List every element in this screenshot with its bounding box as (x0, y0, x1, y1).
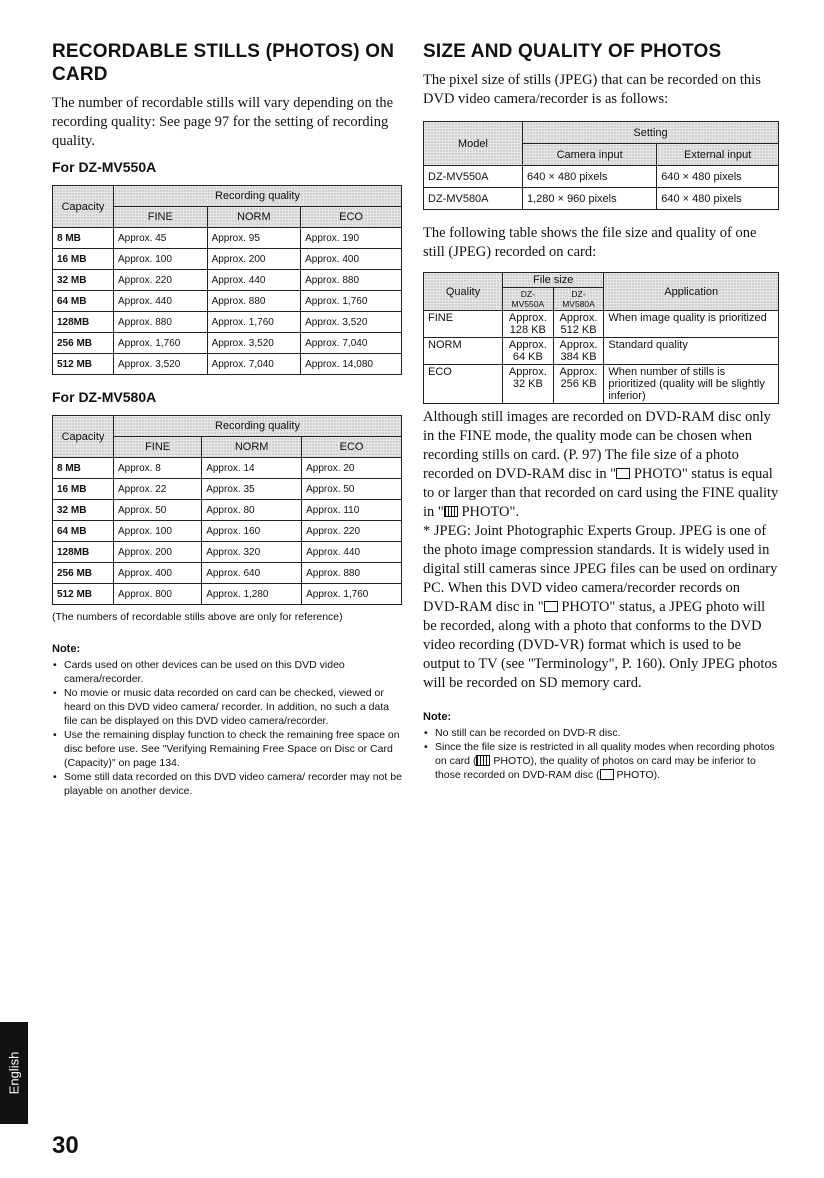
col-norm: NORM (202, 437, 302, 458)
value-cell: Approx. 320 (202, 542, 302, 563)
capacity-cell: 64 MB (53, 291, 114, 312)
size-550-cell (503, 365, 554, 404)
table-row (53, 333, 402, 354)
note-item: • Use the remaining display function to check the remaining free space on disc before use. See "Verifying Remaining Free Space on Disc or Card (Capacity)" on page 134. (62, 728, 404, 770)
ram-paragraph (423, 408, 779, 522)
value-cell: Approx. 7,040 (207, 354, 301, 375)
value-cell: Approx. 100 (114, 249, 208, 270)
capacity-cell: 32 MB (53, 500, 114, 521)
value-cell: Approx. 100 (114, 521, 202, 542)
value-cell: Approx. 1,760 (207, 312, 301, 333)
value-cell: Approx. 200 (114, 542, 202, 563)
capacity-table-580 (52, 415, 402, 605)
right-note-heading: Note: (423, 711, 452, 723)
table-row (53, 521, 402, 542)
size-quality-intro: The pixel size of stills (JPEG) that can be recorded on this DVD video camera/recorder is as follows: (423, 72, 761, 107)
size-value: 512 KB (560, 324, 597, 336)
value-cell: Approx. 440 (207, 270, 301, 291)
note-item (433, 740, 779, 782)
value-cell: Approx. 110 (302, 500, 402, 521)
ram-text: PHOTO" status is equal to or larger than that recorded on card using the FINE quality in " (423, 466, 779, 520)
note-item: • No still can be recorded on DVD-R disc. (433, 726, 779, 740)
note-text: Since the file size is restricted in all quality modes when recording photos on card ( (435, 741, 775, 767)
approx-label: Approx. (508, 312, 547, 324)
application-header: Application (604, 273, 779, 311)
table-row (53, 291, 402, 312)
setting-header: Setting (523, 122, 779, 144)
card-photo-icon (444, 506, 458, 517)
value-cell: Approx. 3,520 (114, 354, 208, 375)
capacity-cell: 8 MB (53, 228, 114, 249)
table-row (424, 188, 779, 210)
size-550-cell (503, 311, 554, 338)
size-value: 256 KB (560, 378, 597, 390)
table1-heading: For DZ-MV550A (52, 159, 157, 175)
value-cell: Approx. 800 (114, 584, 202, 605)
value-cell: Approx. 880 (114, 312, 208, 333)
left-notes-list (52, 658, 404, 798)
model-cell: DZ-MV580A (424, 188, 523, 210)
quality-cell: FINE (424, 311, 503, 338)
quality-cell: NORM (424, 338, 503, 365)
camera-cell: 640 × 480 pixels (523, 166, 657, 188)
sub-550-header: DZ-MV550A (503, 288, 554, 311)
value-cell: Approx. 22 (114, 479, 202, 500)
capacity-cell: 256 MB (53, 563, 114, 584)
jpeg-paragraph (423, 522, 779, 693)
recordable-stills-intro: The number of recordable stills will vary depending on the recording quality: See page 97 for the setting of recording quality. (52, 95, 394, 149)
recording-quality-header: Recording quality (114, 186, 402, 207)
disc-photo-icon (600, 769, 614, 780)
external-cell: 640 × 480 pixels (657, 166, 779, 188)
size-580-cell (553, 365, 604, 404)
size-value: 32 KB (512, 378, 543, 390)
capacity-table-550 (52, 185, 402, 375)
language-tab (0, 1022, 28, 1124)
value-cell: Approx. 400 (114, 563, 202, 584)
capacity-cell: 64 MB (53, 521, 114, 542)
capacity-header: Capacity (53, 186, 114, 228)
approx-label: Approx. (508, 366, 547, 378)
capacity-cell: 256 MB (53, 333, 114, 354)
table-row (53, 479, 402, 500)
card-photo-icon (476, 755, 490, 766)
note-item: • Some still data recorded on this DVD video camera/ recorder may not be playable on another device. (62, 770, 404, 798)
capacity-cell: 16 MB (53, 479, 114, 500)
quality-cell: ECO (424, 365, 503, 404)
value-cell: Approx. 20 (302, 458, 402, 479)
external-cell: 640 × 480 pixels (657, 188, 779, 210)
approx-label: Approx. (508, 339, 547, 351)
reference-footnote: (The numbers of recordable stills above are only for reference) (52, 611, 343, 623)
table-row (53, 270, 402, 291)
file-size-table (423, 272, 779, 404)
value-cell: Approx. 45 (114, 228, 208, 249)
left-note-heading: Note: (52, 642, 81, 655)
table-row (424, 365, 779, 404)
value-cell: Approx. 200 (207, 249, 301, 270)
size-value: 128 KB (509, 324, 546, 336)
disc-photo-icon (616, 468, 630, 479)
recording-quality-header: Recording quality (114, 416, 402, 437)
model-header: Model (424, 122, 523, 166)
camera-input-header: Camera input (523, 144, 657, 166)
value-cell: Approx. 3,520 (301, 312, 402, 333)
table-row (424, 338, 779, 365)
capacity-cell: 512 MB (53, 584, 114, 605)
capacity-cell: 512 MB (53, 354, 114, 375)
jpeg-text: * JPEG: Joint Photographic Experts Group. JPEG is one of the photo image compression standards. It is widely used in digital still cameras since JPEG files can be used on ordinary PC. When this DVD video camera/recorder records on DVD-RAM disc in " (423, 523, 778, 615)
camera-cell: 1,280 × 960 pixels (523, 188, 657, 210)
capacity-cell: 128MB (53, 312, 114, 333)
table-row (53, 542, 402, 563)
value-cell: Approx. 14 (202, 458, 302, 479)
col-fine: FINE (114, 437, 202, 458)
value-cell: Approx. 440 (302, 542, 402, 563)
right-column (423, 40, 779, 782)
file-size-header: File size (503, 273, 604, 288)
sub-580-header: DZ-MV580A (553, 288, 604, 311)
table2-heading: For DZ-MV580A (52, 389, 157, 405)
value-cell: Approx. 220 (114, 270, 208, 291)
capacity-cell: 16 MB (53, 249, 114, 270)
approx-label: Approx. (559, 312, 598, 324)
col-fine: FINE (114, 207, 208, 228)
capacity-cell: 32 MB (53, 270, 114, 291)
jpeg-text: PHOTO" status, a JPEG photo will be recorded, along with a photo that conforms to the DVD video recording (DVD-VR) format which is used to be output to TV (see "Terminology", P. 160). Only JPEG photos will be recorded on SD memory card. (423, 599, 778, 691)
table-row (53, 500, 402, 521)
page-number: 30 (52, 1132, 79, 1159)
application-cell: Standard quality (604, 338, 779, 365)
ram-text: Although still images are recorded on DVD-RAM disc only in the FINE mode, the quality mode can be chosen when recording stills on card. (P. 97) The file size of a photo recorded on DVD-RAM disc in " (423, 409, 771, 482)
size-580-cell (553, 338, 604, 365)
table-row (53, 354, 402, 375)
col-norm: NORM (207, 207, 301, 228)
value-cell: Approx. 50 (302, 479, 402, 500)
capacity-cell: 128MB (53, 542, 114, 563)
disc-photo-icon (544, 601, 558, 612)
ram-text: PHOTO". (457, 504, 520, 520)
value-cell: Approx. 400 (301, 249, 402, 270)
pixel-size-table (423, 121, 779, 210)
value-cell: Approx. 80 (202, 500, 302, 521)
value-cell: Approx. 1,760 (302, 584, 402, 605)
table-row (53, 312, 402, 333)
value-cell: Approx. 190 (301, 228, 402, 249)
value-cell: Approx. 640 (202, 563, 302, 584)
value-cell: Approx. 880 (302, 563, 402, 584)
value-cell: Approx. 880 (207, 291, 301, 312)
table-row (53, 458, 402, 479)
value-cell: Approx. 50 (114, 500, 202, 521)
col-eco: ECO (302, 437, 402, 458)
note-item: • Cards used on other devices can be used on this DVD video camera/recorder. (62, 658, 404, 686)
model-cell: DZ-MV550A (424, 166, 523, 188)
size-580-cell (553, 311, 604, 338)
size-value: 384 KB (560, 351, 597, 363)
quality-intro: The following table shows the file size and quality of one still (JPEG) recorded on card: (423, 225, 757, 260)
table-row (53, 249, 402, 270)
value-cell: Approx. 7,040 (301, 333, 402, 354)
table-row (53, 228, 402, 249)
note-item: • No movie or music data recorded on card can be checked, viewed or heard on this DVD video camera/ recorder. In addition, no such a data file can be displayed on this DVD video camera/recorder. (62, 686, 404, 728)
table-row (53, 563, 402, 584)
application-cell: When image quality is prioritized (604, 311, 779, 338)
table-row (53, 584, 402, 605)
size-550-cell (503, 338, 554, 365)
size-value: 64 KB (512, 351, 543, 363)
table-row (424, 166, 779, 188)
value-cell: Approx. 220 (302, 521, 402, 542)
col-eco: ECO (301, 207, 402, 228)
external-input-header: External input (657, 144, 779, 166)
approx-label: Approx. (559, 366, 598, 378)
note-text: PHOTO). (613, 769, 661, 781)
value-cell: Approx. 35 (202, 479, 302, 500)
value-cell: Approx. 880 (301, 270, 402, 291)
left-column (52, 40, 404, 798)
language-tab-label: English (6, 1051, 22, 1095)
size-quality-title: SIZE AND QUALITY OF PHOTOS (423, 41, 722, 62)
value-cell: Approx. 8 (114, 458, 202, 479)
value-cell: Approx. 3,520 (207, 333, 301, 354)
recordable-stills-title: RECORDABLE STILLS (PHOTOS) ON CARD (52, 41, 395, 85)
value-cell: Approx. 160 (202, 521, 302, 542)
value-cell: Approx. 95 (207, 228, 301, 249)
value-cell: Approx. 1,280 (202, 584, 302, 605)
quality-header: Quality (424, 273, 503, 311)
table-row (424, 311, 779, 338)
approx-label: Approx. (559, 339, 598, 351)
value-cell: Approx. 1,760 (114, 333, 208, 354)
note-text: PHOTO), the quality of photos on card may be inferior to those recorded on DVD-RAM disc ( (435, 755, 756, 781)
capacity-header: Capacity (53, 416, 114, 458)
application-cell: When number of stills is prioritized (quality will be slightly inferior) (604, 365, 779, 404)
value-cell: Approx. 1,760 (301, 291, 402, 312)
right-notes-list (423, 726, 779, 782)
capacity-cell: 8 MB (53, 458, 114, 479)
value-cell: Approx. 14,080 (301, 354, 402, 375)
value-cell: Approx. 440 (114, 291, 208, 312)
